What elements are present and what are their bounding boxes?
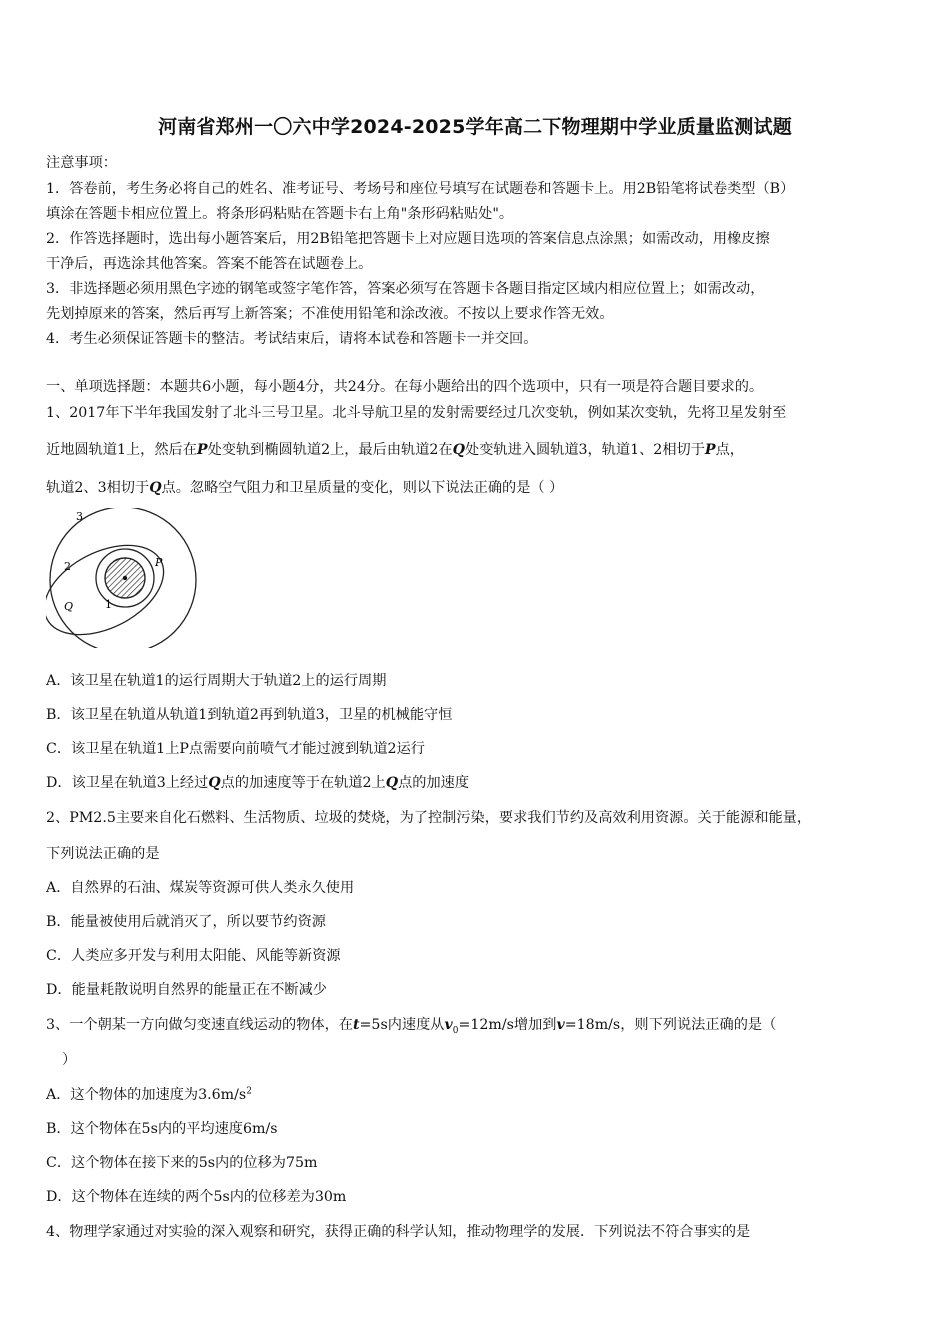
var-q: Q bbox=[149, 480, 162, 496]
q3-option-c: C．这个物体在接下来的5s内的位移为75m bbox=[46, 1155, 318, 1171]
q3-line-2: ） bbox=[62, 1052, 77, 1068]
q3-option-d: D．这个物体在连续的两个5s内的位移差为30m bbox=[46, 1189, 347, 1205]
q3-text: 3、一个朝某一方向做匀变速直线运动的物体，在 bbox=[46, 1017, 353, 1033]
subscript-0: 0 bbox=[452, 1025, 459, 1036]
q2-line-1: 2、PM2.5主要来自化石燃料、生活物质、垃圾的焚烧，为了控制污染，要求我们节约及高效利用资源。关于能源和能量， bbox=[46, 810, 812, 826]
var-p: P bbox=[196, 442, 208, 458]
var-q: Q bbox=[452, 442, 465, 458]
q1-text: 轨道2、3相切于 bbox=[46, 480, 150, 496]
notice-item-1a: 1．答卷前，考生务必将自己的姓名、准考证号、考场号和座位号填写在试题卷和答题卡上。用2B铅笔将试卷类型（B） bbox=[46, 181, 795, 197]
q1-text: 点。忽略空气阻力和卫星质量的变化，则以下说法正确的是（ ） bbox=[161, 480, 564, 496]
notice-item-2b: 干净后，再选涂其他答案。答案不能答在试题卷上。 bbox=[46, 256, 373, 272]
q1-option-a: A．该卫星在轨道1的运行周期大于轨道2上的运行周期 bbox=[46, 673, 387, 689]
q1-text: 近地圆轨道1上，然后在 bbox=[46, 442, 197, 458]
q2-option-c: C．人类应多开发与利用太阳能、风能等新资源 bbox=[46, 948, 341, 964]
q3-text: =12m/s增加到 bbox=[458, 1017, 557, 1033]
var-q: Q bbox=[385, 775, 399, 791]
var-v: v bbox=[556, 1017, 565, 1033]
q1-text: D．该卫星在轨道3上经过 bbox=[46, 775, 209, 791]
q1-option-d bbox=[46, 772, 469, 792]
orbit-diagram bbox=[46, 508, 198, 648]
q1-line-2 bbox=[46, 439, 744, 459]
q2-line-2: 下列说法正确的是 bbox=[46, 846, 160, 862]
q3-text: A．这个物体的加速度为3.6m/s bbox=[46, 1087, 247, 1103]
section-heading: 一、单项选择题：本题共6小题，每小题4分，共24分。在每小题给出的四个选项中，只有一项是符合题目要求的。 bbox=[46, 379, 764, 395]
q1-text: 处变轨到椭圆轨道2上，最后由轨道2在 bbox=[207, 442, 453, 458]
q4-line-1: 4、物理学家通过对实验的深入观察和研究，获得正确的科学认知，推动物理学的发展．下列说法不符合事实的是 bbox=[46, 1224, 751, 1240]
notice-item-1b: 填涂在答题卡相应位置上。将条形码粘贴在答题卡右上角"条形码粘贴处"。 bbox=[46, 206, 514, 222]
q3-text: =5s内速度从 bbox=[359, 1017, 445, 1033]
notice-item-3a: 3．非选择题必须用黑色字迹的钢笔或签字笔作答，答案必须写在答题卡各题目指定区域内相应位置上；如需改动， bbox=[46, 281, 765, 297]
q1-text: 处变轨进入圆轨道3，轨道1、2相切于 bbox=[465, 442, 705, 458]
q3-option-b: B．这个物体在5s内的平均速度6m/s bbox=[46, 1121, 278, 1137]
var-q: Q bbox=[208, 775, 221, 791]
point-label-p: P bbox=[155, 556, 163, 569]
q1-text: 点， bbox=[715, 442, 744, 458]
notice-heading: 注意事项： bbox=[46, 155, 117, 171]
var-p: P bbox=[704, 442, 716, 458]
notice-item-4: 4．考生必须保证答题卡的整洁。考试结束后，请将本试卷和答题卡一并交回。 bbox=[46, 331, 538, 347]
q1-option-b: B．该卫星在轨道从轨道1到轨道2再到轨道3，卫星的机械能守恒 bbox=[46, 707, 453, 723]
q1-text: 点的加速度 bbox=[398, 775, 470, 791]
point-label-q: Q bbox=[64, 600, 74, 613]
q1-line-3 bbox=[46, 477, 563, 497]
q1-text: 点的加速度等于在轨道2上 bbox=[220, 775, 386, 791]
orbit-label-2: 2 bbox=[64, 560, 71, 573]
exam-title: 河南省郑州一〇六中学2024-2025学年高二下物理期中学业质量监测试题 bbox=[158, 116, 792, 138]
orbit-label-1: 1 bbox=[105, 598, 112, 611]
var-t: t bbox=[352, 1017, 360, 1033]
orbit-label-3: 3 bbox=[76, 510, 83, 523]
q2-option-a: A．自然界的石油、煤炭等资源可供人类永久使用 bbox=[46, 880, 355, 896]
q1-line-1: 1、2017年下半年我国发射了北斗三号卫星。北斗导航卫星的发射需要经过几次变轨，例如某次变轨，先将卫星发射至 bbox=[46, 405, 787, 421]
notice-item-3b: 先划掉原来的答案，然后再写上新答案；不准使用铅笔和涂改液。不按以上要求作答无效。 bbox=[46, 306, 614, 322]
q3-text: =18m/s，则下列说法正确的是（ bbox=[564, 1017, 777, 1033]
superscript-2: 2 bbox=[246, 1086, 252, 1097]
q3-option-a bbox=[46, 1084, 252, 1104]
q3-line-1 bbox=[46, 1014, 776, 1036]
q2-option-b: B．能量被使用后就消灭了，所以要节约资源 bbox=[46, 914, 326, 930]
q1-option-c: C．该卫星在轨道1上P点需要向前喷气才能过渡到轨道2运行 bbox=[46, 741, 425, 757]
var-v: v bbox=[444, 1017, 453, 1033]
q2-option-d: D．能量耗散说明自然界的能量正在不断减少 bbox=[46, 982, 327, 998]
earth-center bbox=[123, 576, 127, 580]
notice-item-2a: 2．作答选择题时，选出每小题答案后，用2B铅笔把答题卡上对应题目选项的答案信息点涂黑；如需改动，用橡皮擦 bbox=[46, 231, 770, 247]
